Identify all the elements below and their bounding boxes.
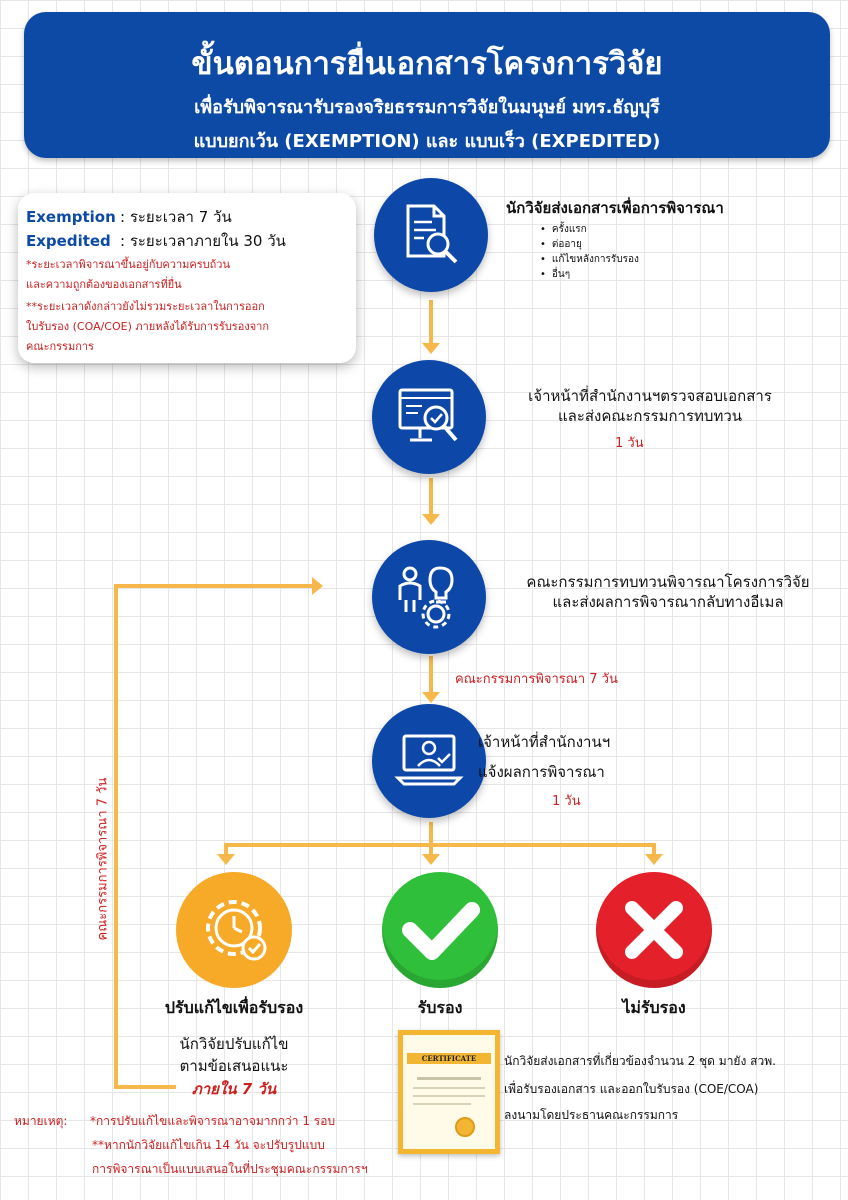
- step-3-duration: คณะกรรมการพิจารณา 7 วัน: [455, 672, 618, 687]
- reject-label: ไม่รับรอง: [622, 998, 686, 1017]
- loop-arrow: [312, 577, 323, 595]
- gear-clock-icon: [176, 872, 292, 988]
- step-1-bullet-1: • ครั้งแรก: [540, 222, 587, 237]
- revise-desc-1: นักวิจัยปรับแก้ไข: [179, 1035, 289, 1053]
- step-4-duration: 1 วัน: [552, 794, 581, 809]
- page-subtitle: เพื่อรับพิจารณารับรองจริยธรรมการวิจัยในมนุษย์ มทร.ธัญบุรี: [194, 97, 660, 118]
- expedited-row: [26, 229, 286, 253]
- step-2-circle: [372, 360, 486, 474]
- page-subtitle-types: แบบยกเว้น (EXEMPTION) และ แบบเร็ว (EXPEDITED): [193, 131, 661, 152]
- info-note-2a: **ระยะเวลาดังกล่าวยังไม่รวมระยะเวลาในการออก: [26, 300, 265, 313]
- info-note-2b: ใบรับรอง (COA/COE) ภายหลังได้รับการรับรองจาก: [26, 320, 269, 333]
- loop-top: [114, 584, 316, 588]
- remarks-line-1: *การปรับแก้ไขและพิจารณาอาจมากกว่า 1 รอบ: [90, 1114, 336, 1128]
- approve-outcome-circle: [382, 872, 498, 988]
- computer-inspect-icon: [394, 382, 464, 452]
- laptop-notify-icon: [394, 726, 464, 796]
- revise-deadline: ภายใน 7 วัน: [191, 1080, 277, 1098]
- remarks-label: หมายเหตุ:: [14, 1114, 68, 1128]
- info-note-1b: และความถูกต้องของเอกสารที่ยื่น: [26, 278, 182, 291]
- certificate-text-3: ลงนามโดยประธานคณะกรรมการ: [504, 1108, 679, 1122]
- timeline-info-box: [18, 193, 356, 363]
- remarks-line-3: การพิจารณาเป็นแบบเสนอในที่ประชุมคณะกรรมการฯ: [92, 1162, 368, 1176]
- exemption-label: Exemption: [26, 208, 116, 226]
- step-2-duration: 1 วัน: [615, 436, 644, 451]
- step-1-title: นักวิจัยส่งเอกสารเพื่อการพิจารณา: [506, 199, 724, 217]
- info-note-1a: *ระยะเวลาพิจารณาขึ้นอยู่กับความครบถ้วน: [26, 258, 230, 271]
- step-3-circle: [372, 540, 486, 654]
- revise-outcome-circle: [176, 872, 292, 988]
- header-banner: [24, 12, 830, 158]
- remarks-line-2: **หากนักวิจัยแก้ไขเกิน 14 วัน จะปรับรูปแบบ: [92, 1138, 325, 1152]
- seal-icon: [455, 1117, 475, 1137]
- checkmark-icon: [382, 872, 498, 988]
- certificate-text-1: นักวิจัยส่งเอกสารที่เกี่ยวข้องจำนวน 2 ชุด มายัง สวพ.: [504, 1054, 776, 1068]
- step-4-line-2: แจ้งผลการพิจารณา: [478, 763, 605, 781]
- certificate-image: [398, 1030, 500, 1154]
- loop-duration-label: คณะกรรมการพิจารณา 7 วัน: [95, 777, 111, 941]
- document-search-icon: [396, 200, 466, 270]
- connector-2-3: [429, 478, 433, 518]
- expedited-value: : ระยะเวลาภายใน 30 วัน: [120, 232, 286, 250]
- committee-gear-icon: [394, 562, 464, 632]
- connector-4-split: [429, 822, 433, 844]
- cert-line: [413, 1087, 485, 1089]
- arrow-2-3: [422, 514, 440, 525]
- step-1-bullet-2: • ต่ออายุ: [540, 237, 582, 252]
- cert-line: [413, 1095, 485, 1097]
- branch-line: [224, 843, 656, 847]
- certificate-text-2: เพื่อรับรองเอกสาร และออกใบรับรอง (COE/COA): [504, 1082, 759, 1096]
- approve-label: รับรอง: [417, 998, 463, 1017]
- exemption-row: [26, 205, 232, 229]
- step-1-bullet-4: • อื่นๆ: [540, 267, 570, 282]
- certificate-badge: CERTIFICATE: [407, 1053, 491, 1064]
- step-1-circle: [374, 178, 488, 292]
- exemption-value: : ระยะเวลา 7 วัน: [120, 208, 232, 226]
- step-2-line-1: เจ้าหน้าที่สำนักงานฯตรวจสอบเอกสาร: [528, 387, 772, 405]
- step-1-bullet-3: • แก้ไขหลังการรับรอง: [540, 252, 639, 267]
- step-3-line-2: และส่งผลการพิจารณากลับทางอีเมล: [552, 593, 784, 611]
- step-4-line-1: เจ้าหน้าที่สำนักงานฯ: [478, 733, 611, 751]
- arrow-3-4: [422, 692, 440, 703]
- arrow-1-2: [422, 343, 440, 354]
- step-4-circle: [372, 704, 486, 818]
- revise-label: ปรับแก้ไขเพื่อรับรอง: [164, 998, 304, 1017]
- info-note-2c: คณะกรรมการ: [26, 340, 94, 353]
- cross-icon: [596, 872, 712, 988]
- expedited-label: Expedited: [26, 232, 111, 250]
- arrow-revise: [217, 854, 235, 865]
- cert-line: [417, 1077, 481, 1080]
- reject-outcome-circle: [596, 872, 712, 988]
- page-title: ขั้นตอนการยื่นเอกสารโครงการวิจัย: [191, 46, 663, 82]
- cert-line: [413, 1103, 471, 1105]
- step-2-line-2: และส่งคณะกรรมการทบทวน: [557, 407, 743, 425]
- arrow-approve: [422, 854, 440, 865]
- revise-desc-2: ตามข้อเสนอแนะ: [179, 1057, 289, 1075]
- step-3-line-1: คณะกรรมการทบทวนพิจารณาโครงการวิจัย: [526, 573, 810, 591]
- connector-1-2: [429, 300, 433, 348]
- loop-vertical: [114, 584, 118, 1089]
- arrow-reject: [645, 854, 663, 865]
- connector-3-4: [429, 656, 433, 696]
